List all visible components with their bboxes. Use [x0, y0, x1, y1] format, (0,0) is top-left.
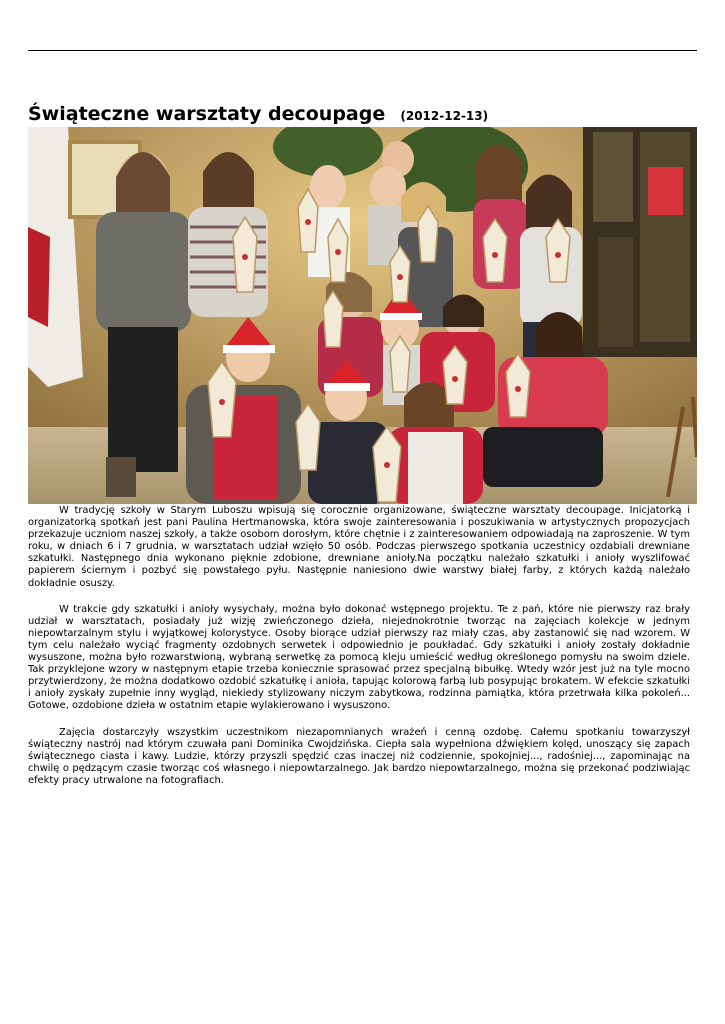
article-title — [28, 90, 697, 128]
article-photo — [28, 127, 697, 504]
article-paragraph: W trakcie gdy szkatułki i anioły wysychały, można było dokonać wstępnego projektu. Te z pań, które nie pierwszy raz brały udział w warsztatach, posiadały już wizję zwieńczonego dzieła, niejednokrotnie tworząc na zajęciach kolekcje w jednym niepowtarzalnym stylu i wyjątkowej kolorystyce. Osoby biorące udział pierwszy raz miały czas, aby zastanowić się nad wzorem. W tym celu należało wyciąć fragmenty ozdobnych serwetek i odpowiednio je poukładać. Gdy szkatułki i anioły zostały dokładnie wysuszone, można było rozwarstwioną, wybraną serwetkę za pomocą kleju umieścić według określonego pomysłu na swoim dziele. Tak przyklejone wzory w następnym etapie trzeba koniecznie sprasować przez specjalną bibułkę. Wtedy wzór jest już na tyle mocno przytwierdzony, że można dodatkowo ozdobić szkatułkę i anioła, tapując kolorową farbą lub posypując brokatem. W efekcie szkatułki i anioły zyskały zupełnie inny wygląd, niekiedy stylizowany niczym zabytkowa, rodzinna pamiątka, która przetrwała kilka pokoleń... Gotowe, ozdobione dzieła w ostatnim etapie wylakierowano i wysuszono. — [28, 603, 690, 712]
article-date: (2012-12-13) — [400, 109, 489, 123]
article-title-text: Świąteczne warsztaty decoupage — [28, 103, 386, 125]
top-rule — [28, 50, 697, 51]
article-paragraph: W tradycję szkoły w Starym Luboszu wpisują się corocznie organizowane, świąteczne warsztaty decoupage. Inicjatorką i organizatorką spotkań jest pani Paulina Hertmanowska, która swoje zainteresowania i poszukiwania w artystycznych propozycjach przekazuje uczniom naszej szkoły, a także osobom dorosłym, które chętnie i z zainteresowaniem odpowiadają na zaproszenie. W tym roku, w dniach 6 i 7 grudnia, w warsztatach udział wzięło 50 osób. Podczas pierwszego spotkania uczestnicy ozdabiali drewniane szkatułki. Następnego dnia wykonano pięknie zdobione, drewniane anioły.Na początku należało szkatułki i anioły wyszlifować papierem ściernym i pozbyć się powstałego pyłu. Następnie naniesiono dwie warstwy białej farby, z których każdą należało dokładnie osuszy. — [28, 505, 690, 589]
article-body — [28, 505, 690, 801]
article-paragraph: Zajęcia dostarczyły wszystkim uczestnikom niezapomnianych wrażeń i cenną ozdobę. Całemu spotkaniu towarzyszył świąteczny nastrój nad którym czuwała pani Dominika Cwojdzińska. Ciepła sala wypełniona dźwiękiem kolęd, unoszący się zapach świątecznego ciasta i kawy. Ludzie, którzy przyszli spędzić czas inaczej niż codziennie, spokojniej..., radośniej..., zapominając na chwilę o pędzącym czasie tworząc coś własnego i niepowtarzalnego. Jak bardzo niepowtarzalnego, można się przekonać podziwiając efekty pracy utrwalone na fotografiach. — [28, 726, 690, 786]
group-photo-illustration — [28, 127, 697, 504]
